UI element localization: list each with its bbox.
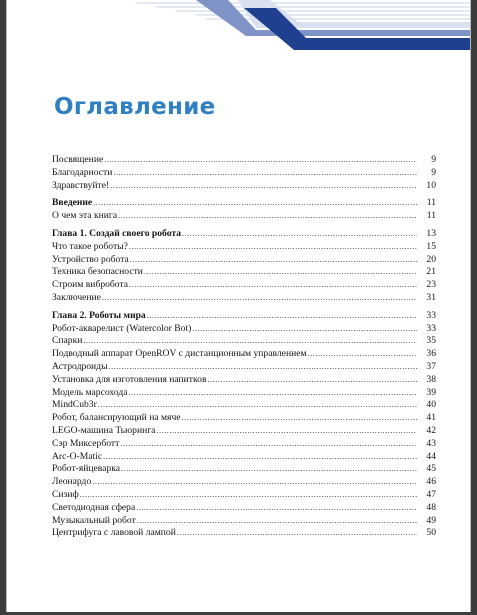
toc-entry-label: Сэр Миксерботт xyxy=(52,437,120,449)
toc-leader-dots xyxy=(129,241,417,254)
toc-leader-dots xyxy=(121,463,417,476)
toc-entry-label: Подводный аппарат OpenROV с дистанционным управлением xyxy=(52,348,307,360)
toc-leader-dots xyxy=(103,451,417,464)
toc-leader-dots xyxy=(182,412,417,425)
toc-entry[interactable] xyxy=(52,463,436,476)
toc-leader-dots xyxy=(110,180,417,193)
toc-entry-label: Строим вибробота xyxy=(52,279,129,291)
toc-entry[interactable] xyxy=(52,154,436,167)
toc-leader-dots xyxy=(92,476,417,489)
toc-entry-label: Робот-акварелист (Watercolor Bot) xyxy=(52,322,192,334)
toc-leader-dots xyxy=(137,515,417,528)
toc-page-number: 20 xyxy=(426,253,436,265)
toc-entry[interactable] xyxy=(52,412,436,425)
toc-page-number: 40 xyxy=(426,399,436,411)
toc-leader-dots xyxy=(109,361,417,374)
document-page xyxy=(6,0,471,612)
toc-page-number: 39 xyxy=(426,386,436,398)
toc-entry[interactable] xyxy=(52,387,436,400)
toc-entry-label: Светодиодная сфера xyxy=(52,501,136,513)
toc-leader-dots xyxy=(104,154,417,167)
toc-page-number: 15 xyxy=(426,240,436,252)
toc-page-number: 33 xyxy=(426,322,436,334)
toc-entry[interactable] xyxy=(52,399,436,412)
toc-entry-label: Введение xyxy=(52,197,93,209)
toc-leader-dots xyxy=(308,348,417,361)
toc-entry-label: Сизиф xyxy=(52,488,79,500)
toc-leader-dots xyxy=(208,374,418,387)
toc-entry[interactable] xyxy=(52,167,436,180)
toc-leader-dots xyxy=(98,399,417,412)
toc-entry-label: Здравствуйте! xyxy=(52,179,110,191)
toc-entry[interactable] xyxy=(52,451,436,464)
toc-leader-dots xyxy=(147,310,417,323)
toc-entry[interactable] xyxy=(52,502,436,515)
toc-entry[interactable] xyxy=(52,335,436,348)
toc-leader-dots xyxy=(113,167,417,180)
toc-entry-label: Что такое роботы? xyxy=(52,240,128,252)
toc-leader-dots xyxy=(192,323,417,336)
toc-page-number: 50 xyxy=(426,527,436,539)
toc-entry-label: LEGO-машина Тьюринга xyxy=(52,424,156,436)
toc-section-entry[interactable] xyxy=(52,197,436,210)
toc-entry[interactable] xyxy=(52,210,436,223)
toc-entry[interactable] xyxy=(52,476,436,489)
toc-entry[interactable] xyxy=(52,438,436,451)
toc-entry-label: Благодарности xyxy=(52,166,113,178)
toc-entry-label: О чем эта книга xyxy=(52,210,118,222)
toc-entry-label: Леонардо xyxy=(52,476,92,488)
toc-entry-label: Посвящение xyxy=(52,154,104,165)
toc-leader-dots xyxy=(128,387,417,400)
toc-leader-dots xyxy=(136,502,417,515)
toc-page-number: 44 xyxy=(426,450,436,462)
toc-page-number: 13 xyxy=(426,227,436,239)
toc-leader-dots xyxy=(83,335,417,348)
page-title: Оглавление xyxy=(54,94,216,120)
toc-leader-dots xyxy=(144,266,417,279)
toc-page-number: 47 xyxy=(426,488,436,500)
toc-entry[interactable] xyxy=(52,374,436,387)
toc-entry-label: Глава 2. Роботы мира xyxy=(52,309,146,321)
toc-page-number: 48 xyxy=(426,501,436,513)
toc-entry-label: MindCub3r xyxy=(52,399,97,411)
toc-page-number: 23 xyxy=(426,279,436,291)
toc-entry[interactable] xyxy=(52,527,436,540)
toc-entry[interactable] xyxy=(52,425,436,438)
toc-page-number: 11 xyxy=(426,210,436,222)
toc-page-number: 31 xyxy=(426,291,436,303)
toc-page-number: 33 xyxy=(426,309,436,321)
toc-leader-dots xyxy=(118,210,417,223)
toc-entry-label: Техника безопасности xyxy=(52,266,143,278)
toc-entry-label: Установка для изготовления напитков xyxy=(52,373,207,385)
toc-page-number: 35 xyxy=(426,335,436,347)
toc-entry[interactable] xyxy=(52,515,436,528)
toc-section-entry[interactable] xyxy=(52,310,436,323)
toc-entry-label: Устройство робота xyxy=(52,253,129,265)
toc-page-number: 43 xyxy=(426,437,436,449)
toc-entry[interactable] xyxy=(52,489,436,502)
header-decoration xyxy=(6,0,471,62)
toc-leader-dots xyxy=(177,527,417,540)
toc-entry-label: Спарки xyxy=(52,335,83,347)
toc-page-number: 46 xyxy=(426,476,436,488)
toc-entry[interactable] xyxy=(52,180,436,193)
toc-page-number: 9 xyxy=(431,166,436,178)
toc-leader-dots xyxy=(156,425,417,438)
toc-entry[interactable] xyxy=(52,266,436,279)
toc-entry-label: Заключение xyxy=(52,291,101,303)
toc-entry-label: Глава 1. Создай своего робота xyxy=(52,227,181,239)
toc-entry[interactable] xyxy=(52,254,436,267)
toc-page-number: 11 xyxy=(426,197,436,209)
toc-leader-dots xyxy=(129,279,417,292)
table-of-contents xyxy=(52,154,436,540)
toc-entry-label: Arc-O-Matic xyxy=(52,450,103,462)
toc-leader-dots xyxy=(130,254,417,267)
toc-leader-dots xyxy=(102,292,417,305)
toc-entry-label: Робот, балансирующий на мяче xyxy=(52,412,181,424)
toc-entry-label: Астродроиды xyxy=(52,360,108,372)
toc-entry-label: Центрифуга с лавовой лампой xyxy=(52,527,176,539)
toc-page-number: 10 xyxy=(426,179,436,191)
toc-page-number: 21 xyxy=(426,266,436,278)
toc-entry-label: Музыкальный робот xyxy=(52,514,136,526)
toc-entry[interactable] xyxy=(52,241,436,254)
toc-page-number: 9 xyxy=(431,154,436,165)
toc-entry-label: Модель марсохода xyxy=(52,386,128,398)
toc-page-number: 41 xyxy=(426,412,436,424)
toc-leader-dots xyxy=(93,197,417,210)
toc-page-number: 37 xyxy=(426,360,436,372)
toc-entry[interactable] xyxy=(52,361,436,374)
toc-entry[interactable] xyxy=(52,279,436,292)
toc-leader-dots xyxy=(120,438,417,451)
toc-page-number: 49 xyxy=(426,514,436,526)
toc-entry-label: Робот-яйцеварка xyxy=(52,463,121,475)
toc-entry[interactable] xyxy=(52,292,436,305)
toc-entry[interactable] xyxy=(52,348,436,361)
toc-entry[interactable] xyxy=(52,323,436,336)
toc-page-number: 45 xyxy=(426,463,436,475)
toc-leader-dots xyxy=(182,228,417,241)
toc-page-number: 38 xyxy=(426,373,436,385)
toc-section-entry[interactable] xyxy=(52,228,436,241)
toc-leader-dots xyxy=(80,489,417,502)
toc-page-number: 36 xyxy=(426,348,436,360)
toc-page-number: 42 xyxy=(426,424,436,436)
